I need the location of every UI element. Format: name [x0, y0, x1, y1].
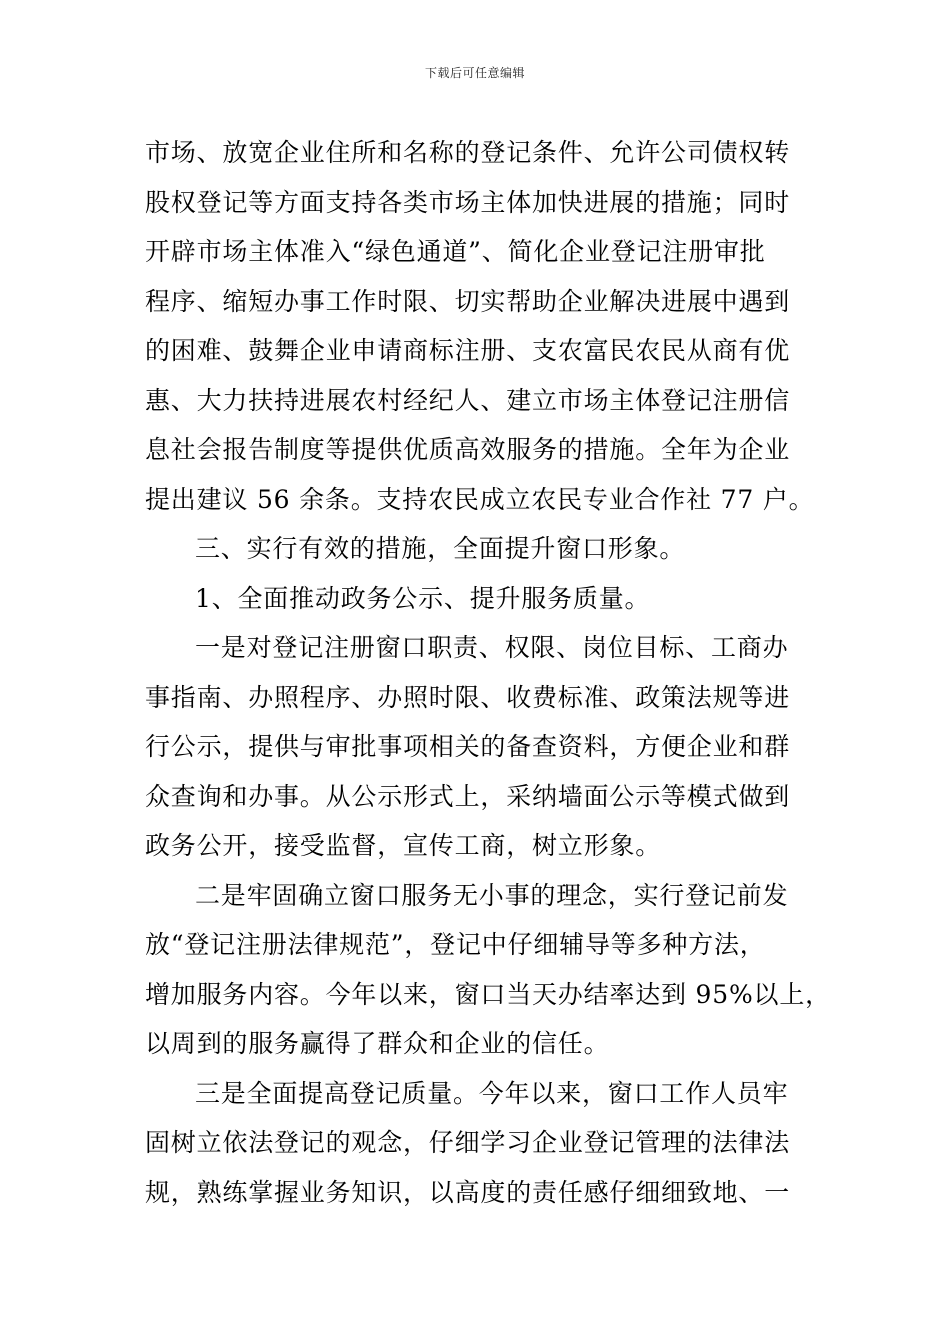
text-line: 的困难、鼓舞企业申请商标注册、支农富民农民从商有优	[145, 336, 791, 365]
paragraph-start: 二是牢固确立窗口服务无小事的理念，实行登记前发	[195, 880, 789, 910]
text-line: 规，熟练掌握业务知识，以高度的责任感仔细细致地、一	[145, 1177, 791, 1207]
text-line: 固树立依法登记的观念，仔细学习企业登记管理的法律法	[145, 1128, 791, 1157]
document-body	[145, 128, 831, 1217]
text-line: 行公示，提供与审批事项相关的备查资料，方便企业和群	[145, 732, 791, 761]
text-line: 程序、缩短办事工作时限、切实帮助企业解决进展中遇到	[145, 286, 791, 316]
paragraph-start: 一是对登记注册窗口职责、权限、岗位目标、工商办	[195, 633, 789, 662]
text-line: 以周到的服务赢得了群众和企业的信任。	[145, 1029, 610, 1058]
section-heading: 三、实行有效的措施，全面提升窗口形象。	[195, 534, 686, 563]
subsection-heading: 1、全面推动政务公示、提升服务质量。	[195, 583, 651, 613]
text-line: 放“登记注册法律规范”，登记中仔细辅导等多种方法，	[145, 930, 766, 959]
paragraph-start: 三是全面提高登记质量。今年以来，窗口工作人员牢	[195, 1078, 789, 1108]
text-line: 息社会报告制度等提供优质高效服务的措施。全年为企业	[145, 435, 791, 464]
text-line: 开辟市场主体准入“绿色通道”、简化企业登记注册审批	[145, 237, 766, 266]
text-line: 众查询和办事。从公示形式上，采纳墙面公示等模式做到	[145, 781, 791, 811]
text-line: 提出建议 56 余条。支持农民成立农民专业合作社 77 户。	[145, 484, 815, 514]
text-line: 股权登记等方面支持各类市场主体加快进展的措施；同时	[145, 187, 791, 217]
text-line: 惠、大力扶持进展农村经纪人、建立市场主体登记注册信	[145, 385, 791, 415]
text-line: 政务公开，接受监督，宣传工商，树立形象。	[145, 831, 662, 860]
page-header: 下载后可任意编辑	[424, 66, 525, 80]
text-line: 市场、放宽企业住所和名称的登记条件、允许公司债权转	[145, 138, 791, 167]
text-line: 增加服务内容。今年以来，窗口当天办结率达到 95%以上，	[145, 979, 831, 1009]
text-line: 事指南、办照程序、办照时限、收费标准、政策法规等进	[145, 682, 791, 712]
